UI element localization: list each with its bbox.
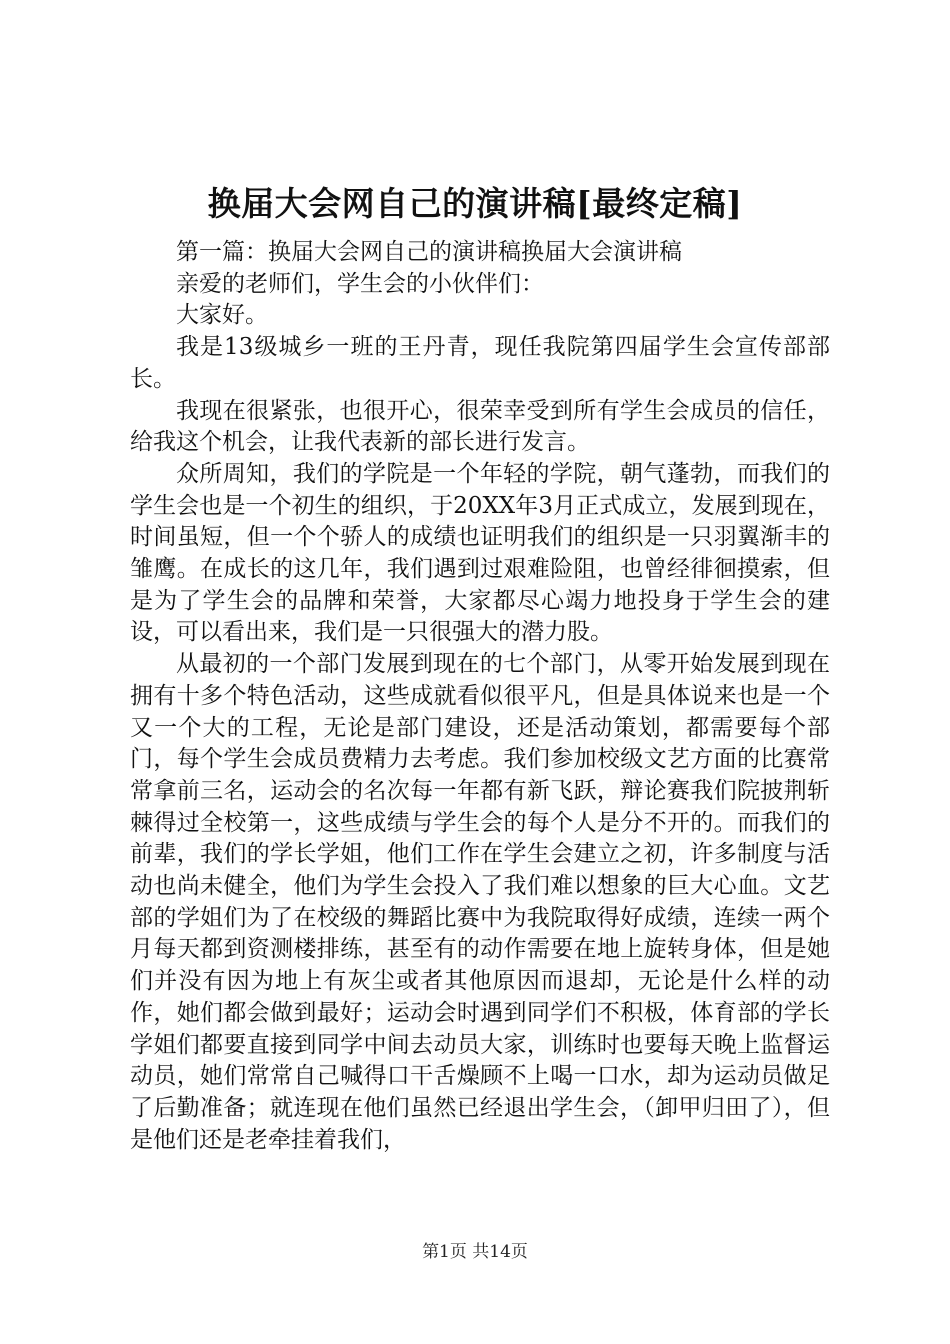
paragraph-greeting: 大家好。	[176, 302, 268, 329]
paragraph-feeling: 我现在很紧张，也很开心，很荣幸受到所有学生会成员的信任，给我这个机会，让我代表新的部长进行发言。	[130, 397, 830, 456]
paragraph-introduction: 我是13级城乡一班的王丹青，现任我院第四届学生会宣传部部长。	[130, 334, 830, 392]
page-number-footer: 第1页 共14页	[422, 1242, 528, 1262]
paragraph-heading: 第一篇：换届大会网自己的演讲稿换届大会演讲稿	[176, 239, 682, 265]
paragraph-salutation: 亲爱的老师们，学生会的小伙伴们：	[176, 270, 544, 297]
paragraph-achievements: 从最初的一个部门发展到现在的七个部门，从零开始发展到现在拥有十多个特色活动，这些成就看似很平凡，但是具体说来也是一个又一个大的工程，无论是部门建设，还是活动策划，都需要每个部门，每个学生会成员费精力去考虑。我们参加校级文艺方面的比赛常常拿前三名，运动会的名次每一年都有新飞跃，辩论赛我们院披荆斩棘得过全校第一，这些成绩与学生会的每个人是分不开的。而我们的前辈，我们的学长学姐，他们工作在学生会建立之初，许多制度与活动也尚未健全，他们为学生会投入了我们难以想象的巨大心血。文艺部的学姐们为了在校级的舞蹈比赛中为我院取得好成绩，连续一两个月每天都到资测楼排练，甚至有的动作需要在地上旋转身体，但是她们并没有因为地上有灰尘或者其他原因而退却，无论是什么样的动作，她们都会做到最好；运动会时遇到同学们不积极，体育部的学长学姐们都要直接到同学中间去动员大家，训练时也要每天晚上监督运动员，她们常常自己喊得口干舌燥顾不上喝一口水，却为运动员做足了后勤准备；就连现在他们虽然已经退出学生会，（卸甲归田了），但是他们还是老牵挂着我们，	[130, 651, 830, 1153]
document-body	[130, 237, 830, 1156]
paragraph-college-history: 众所周知，我们的学院是一个年轻的学院，朝气蓬勃，而我们的学生会也是一个初生的组织，于20XX年3月正式成立，发展到现在，时间虽短，但一个个骄人的成绩也证明我们的组织是一只羽翼渐丰的雏鹰。在成长的这几年，我们遇到过艰难险阻，也曾经徘徊摸索，但是为了学生会的品牌和荣誉，大家都尽心竭力地投身于学生会的建设，可以看出来，我们是一只很强大的潜力股。	[130, 460, 830, 646]
document-title: 换届大会网自己的演讲稿[最终定稿]	[207, 184, 743, 223]
